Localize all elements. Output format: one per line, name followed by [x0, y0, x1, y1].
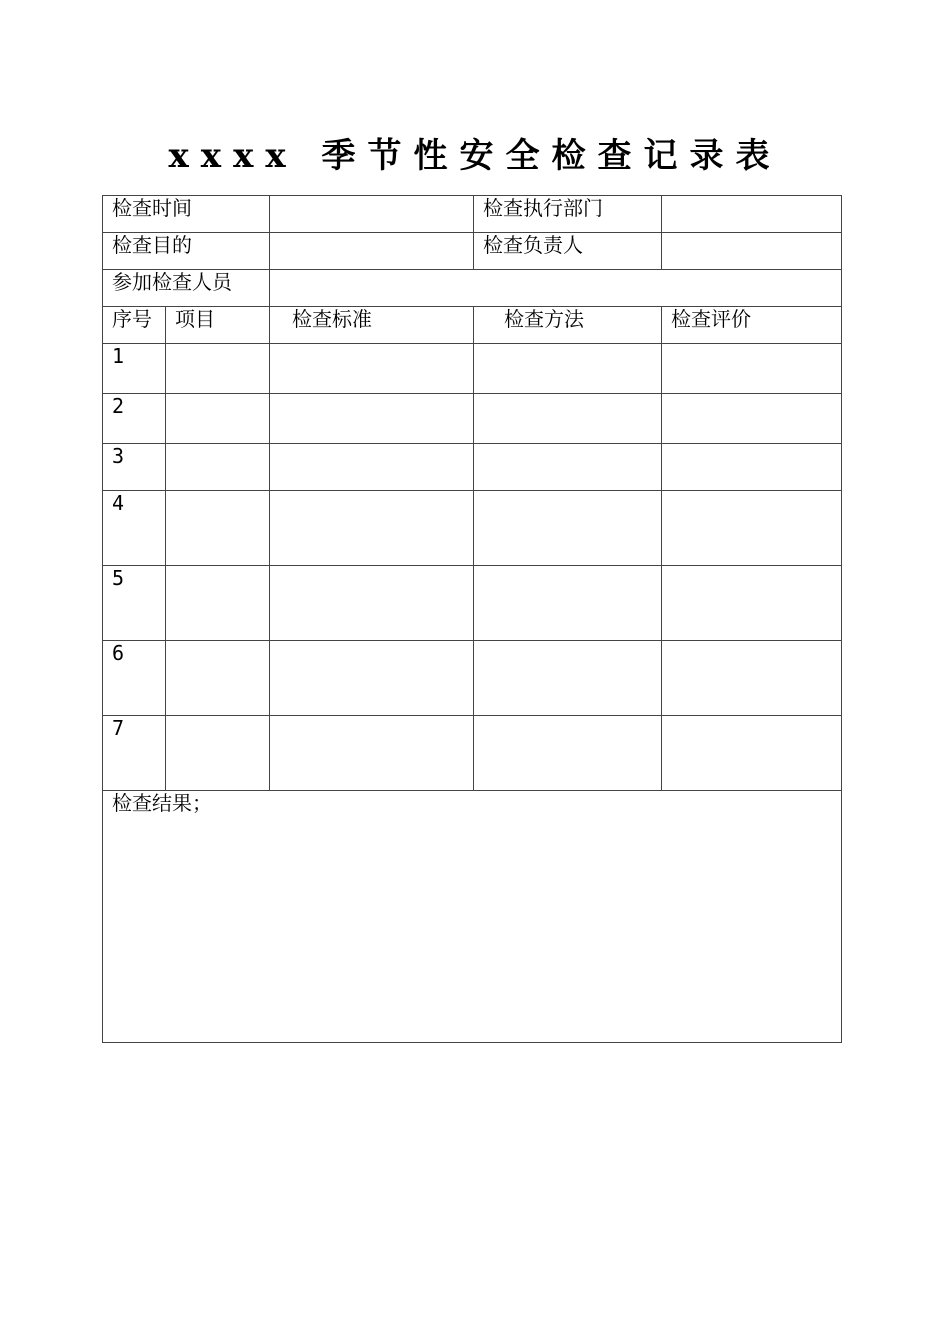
inspection-result-label: 检查结果； — [112, 791, 212, 815]
row-method-cell[interactable] — [474, 716, 662, 791]
column-header-row — [103, 307, 842, 344]
row-item-cell[interactable] — [166, 491, 270, 566]
row-seq: 5 — [103, 566, 166, 641]
row-item-cell[interactable] — [166, 566, 270, 641]
row-evaluation-cell[interactable] — [662, 641, 842, 716]
result-row — [103, 791, 842, 1043]
table-row — [103, 716, 842, 791]
inspection-purpose-field[interactable] — [270, 233, 474, 270]
row-item-cell[interactable] — [166, 641, 270, 716]
row-standard-cell[interactable] — [270, 444, 474, 491]
row-seq: 2 — [103, 394, 166, 444]
row-standard-cell[interactable] — [270, 566, 474, 641]
column-header-method: 检查方法 — [474, 307, 662, 344]
row-item-cell[interactable] — [166, 344, 270, 394]
row-method-cell[interactable] — [474, 641, 662, 716]
row-evaluation-cell[interactable] — [662, 716, 842, 791]
row-method-cell[interactable] — [474, 566, 662, 641]
person-in-charge-field[interactable] — [662, 233, 842, 270]
participants-field[interactable] — [270, 270, 842, 307]
row-method-cell[interactable] — [474, 344, 662, 394]
row-standard-cell[interactable] — [270, 491, 474, 566]
row-seq: 6 — [103, 641, 166, 716]
column-header-standard: 检查标准 — [270, 307, 474, 344]
row-evaluation-cell[interactable] — [662, 491, 842, 566]
table-row — [103, 641, 842, 716]
row-standard-cell[interactable] — [270, 344, 474, 394]
participants-label: 参加检查人员 — [103, 270, 270, 307]
row-item-cell[interactable] — [166, 394, 270, 444]
header-row-participants — [103, 270, 842, 307]
executing-dept-field[interactable] — [662, 196, 842, 233]
row-seq: 3 — [103, 444, 166, 491]
row-seq: 1 — [103, 344, 166, 394]
header-row-time-dept — [103, 196, 842, 233]
table-row — [103, 344, 842, 394]
column-header-evaluation: 检查评价 — [662, 307, 842, 344]
row-standard-cell[interactable] — [270, 394, 474, 444]
row-seq: 7 — [103, 716, 166, 791]
header-row-purpose-person — [103, 233, 842, 270]
person-in-charge-label: 检查负责人 — [474, 233, 662, 270]
table-row — [103, 491, 842, 566]
row-item-cell[interactable] — [166, 716, 270, 791]
row-seq: 4 — [103, 491, 166, 566]
row-evaluation-cell[interactable] — [662, 344, 842, 394]
column-header-item: 项目 — [166, 307, 270, 344]
row-method-cell[interactable] — [474, 444, 662, 491]
row-standard-cell[interactable] — [270, 716, 474, 791]
inspection-time-label: 检查时间 — [103, 196, 270, 233]
row-standard-cell[interactable] — [270, 641, 474, 716]
document-title: xxxx 季节性安全检查记录表 — [168, 136, 782, 176]
executing-dept-label: 检查执行部门 — [474, 196, 662, 233]
row-method-cell[interactable] — [474, 491, 662, 566]
row-evaluation-cell[interactable] — [662, 394, 842, 444]
row-method-cell[interactable] — [474, 394, 662, 444]
row-evaluation-cell[interactable] — [662, 566, 842, 641]
table-row — [103, 394, 842, 444]
column-header-seq: 序号 — [103, 307, 166, 344]
inspection-purpose-label: 检查目的 — [103, 233, 270, 270]
inspection-record-table — [102, 195, 842, 1043]
row-item-cell[interactable] — [166, 444, 270, 491]
inspection-result-field[interactable] — [103, 791, 842, 1043]
table-row — [103, 444, 842, 491]
row-evaluation-cell[interactable] — [662, 444, 842, 491]
inspection-time-field[interactable] — [270, 196, 474, 233]
table-row — [103, 566, 842, 641]
